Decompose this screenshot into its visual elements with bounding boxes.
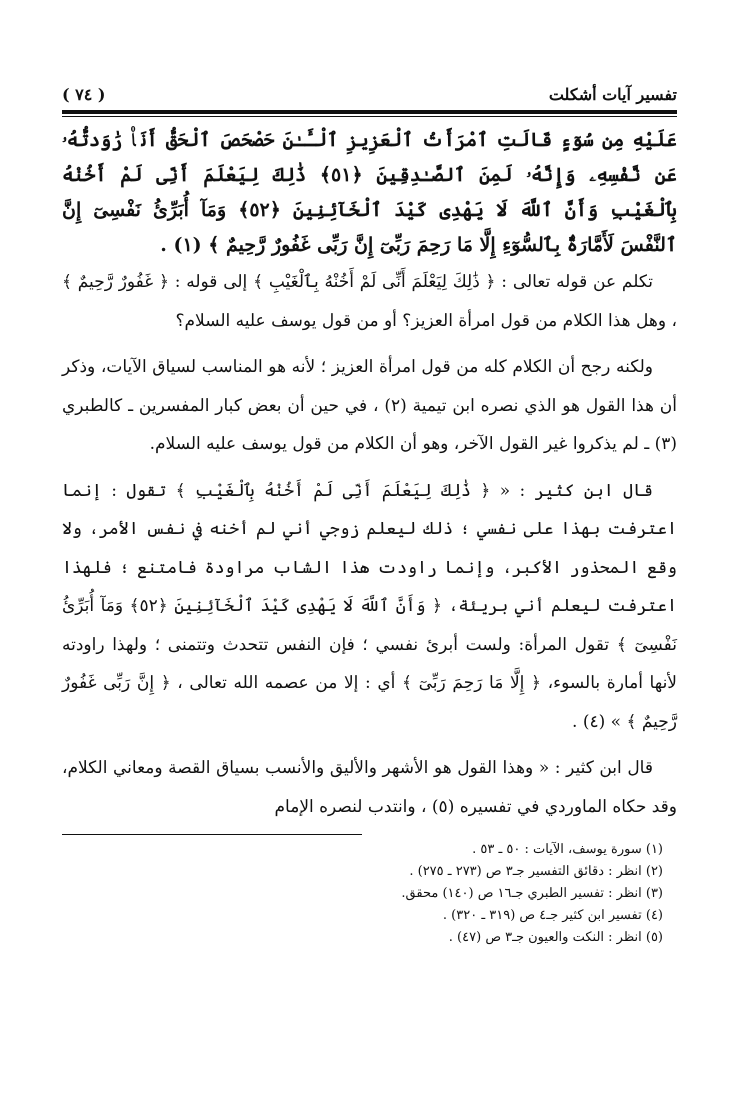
paragraph-3: قال ابن كثير : « ﴿ ذَٰلِكَ لِيَعْلَمَ أَنِّى لَمْ أَخُنْهُ بِٱلْغَيْبِ ﴾ تقول : إنما اعترفت بهذا على نفسي ؛ ذلك ليعلم زوجي أني لم أخنه في نفس الأمر، ولا وقع المحذور الأكبر، وإنما راودت هذا الشاب مراودة فامتنع ؛ فلهذا اعترفت ليعلم أني بريئة، ﴿ وَأَنَّ ٱللَّهَ لَا يَهْدِى كَيْدَ ٱلْخَآئِنِينَ ﴿٥٢﴾ وَمَآ أُبَرِّئُ نَفْسِىٓ ﴾ تقول المرأة: ولست أبرئ نفسي ؛ فإن النفس تتحدث وتتمنى ؛ ولهذا راودته لأنها أمارة بالسوء، ﴿ إِلَّا مَا رَحِمَ رَبِّىٓ ﴾ أي : إلا من عصمه الله تعالى ، ﴿ إِنَّ رَبِّى غَفُورٌ رَّحِيمٌ ﴾ » (٤) .: [62, 480, 678, 732]
footnote-separator: [62, 834, 362, 835]
footnote-3: (٣) انظر : تفسير الطبري جـ١٦ ص (١٤٠) محقق.: [401, 886, 663, 901]
footnotes: [62, 839, 677, 949]
paragraph-2: ولكنه رجح أن الكلام كله من قول امرأة العزيز ؛ لأنه هو المناسب لسياق الآيات، وذكر أن هذا القول هو الذي نصره ابن تيمية (٢) ، في حين أن بعض كبار المفسرين ـ كالطبري (٣) ـ لم يذكروا غير القول الآخر، وهو أن الكلام من قول يوسف عليه السلام.: [62, 357, 677, 454]
running-title: تفسير آيات أشكلت: [548, 85, 677, 104]
footnote-4: (٤) تفسير ابن كثير جـ٤ ص (٣١٩ ـ ٣٢٠) .: [442, 908, 663, 923]
header-rule: [62, 110, 677, 114]
running-header: [62, 70, 677, 104]
footnote-2: (٢) انظر : دقائق التفسير جـ٣ ص (٢٧٣ ـ ٢٧٥) .: [409, 864, 663, 879]
paragraph-4: قال ابن كثير : « وهذا القول هو الأشهر والأليق والأنسب بسياق القصة ومعاني الكلام، وقد حكاه الماوردي في تفسيره (٥) ، وانتدب لنصره الإمام: [62, 758, 677, 817]
footnote-5: (٥) انظر : النكت والعيون جـ٣ ص (٤٧) .: [448, 930, 663, 945]
paragraph-1: تكلم عن قوله تعالى : ﴿ ذَٰلِكَ لِيَعْلَمَ أَنِّى لَمْ أَخُنْهُ بِٱلْغَيْبِ ﴾ إلى قوله : ﴿ غَفُورٌ رَّحِيمٌ ﴾ ، وهل هذا الكلام من قول امرأة العزيز؟ أو من قول يوسف عليه السلام؟: [62, 272, 677, 331]
footnote-1: (١) سورة يوسف، الآيات : ٥٠ ـ ٥٣ .: [472, 842, 663, 857]
page-number: ( ٧٤ ): [62, 85, 106, 104]
book-page: [62, 70, 677, 949]
quran-verse-block: عَلَيْهِ مِن سُوٓءٍ قَالَتِ ٱمْرَأَتُ ٱلْعَزِيزِ ٱلْـَٔـٰنَ حَصْحَصَ ٱلْحَقُّ أَنَا۠ رَٰوَدتُّهُۥ عَن نَّفْسِهِۦ وَإِنَّهُۥ لَمِنَ ٱلصَّـٰدِقِينَ ﴿٥١﴾ ذَٰلِكَ لِيَعْلَمَ أَنِّى لَمْ أَخُنْهُ بِٱلْغَيْبِ وَأَنَّ ٱللَّهَ لَا يَهْدِى كَيْدَ ٱلْخَآئِنِينَ ﴿٥٢﴾ وَمَآ أُبَرِّئُ نَفْسِىٓ إِنَّ ٱلنَّفْسَ لَأَمَّارَةٌۢ بِٱلسُّوٓءِ إِلَّا مَا رَحِمَ رَبِّىٓ إِنَّ رَبِّى غَفُورٌ رَّحِيمٌ ﴾ (١) .: [62, 129, 678, 256]
header-rule-thin: [62, 116, 677, 117]
